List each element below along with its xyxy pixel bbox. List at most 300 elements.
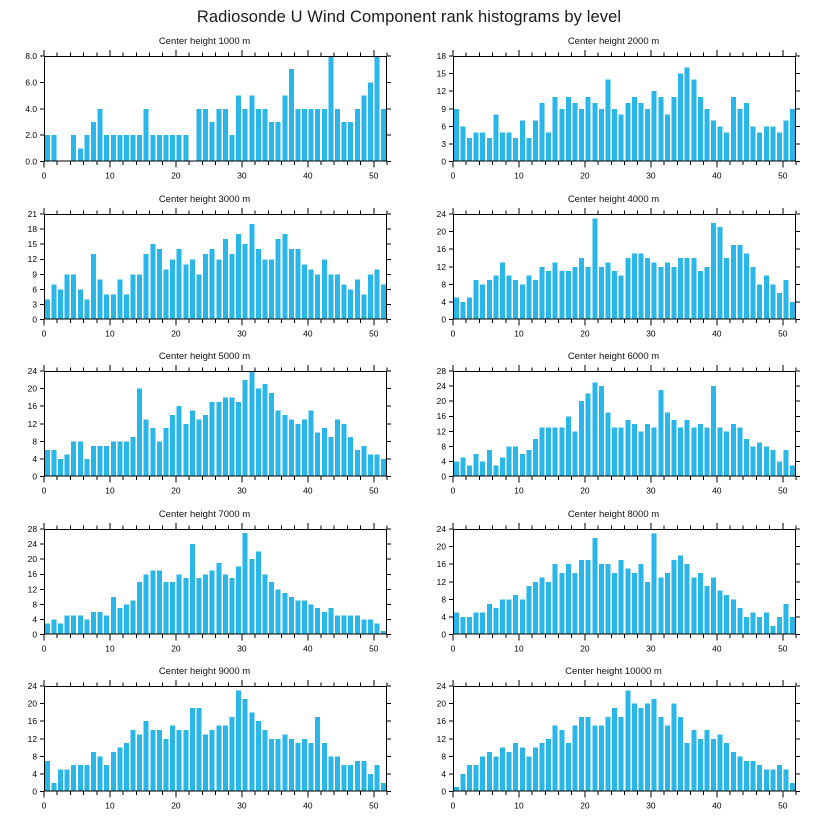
histogram-bar (309, 269, 314, 319)
histogram-bar (757, 132, 762, 161)
histogram-bar (144, 254, 149, 319)
x-tick-label: 10 (514, 170, 524, 181)
histogram-bar (164, 428, 169, 476)
histogram-bar (592, 382, 597, 476)
y-tick-label: 20 (27, 553, 38, 564)
histogram-bar (540, 428, 545, 477)
plot-area (0, 50, 409, 194)
histogram-bar (289, 597, 294, 635)
histogram-bar (71, 135, 76, 161)
histogram-bar (711, 222, 716, 319)
panel-title: Center height 10000 m (565, 666, 662, 678)
histogram-bar (361, 619, 366, 634)
x-tick-label: 10 (514, 800, 524, 811)
x-tick-label: 30 (646, 485, 656, 496)
histogram-bar (474, 454, 479, 477)
y-tick-label: 0 (32, 629, 38, 640)
histogram-bar (711, 121, 716, 162)
histogram-bar (638, 708, 643, 792)
plot-area (0, 365, 409, 509)
histogram-bar (500, 748, 505, 792)
histogram-bar (711, 577, 716, 634)
y-tick-label: 9 (441, 103, 446, 114)
histogram-bar (111, 597, 116, 635)
histogram-panel (409, 351, 818, 509)
histogram-bar (533, 748, 538, 792)
histogram-bar (586, 717, 591, 792)
histogram-bar (685, 68, 690, 162)
histogram-bar (45, 135, 50, 161)
histogram-bar (685, 420, 690, 477)
x-tick-label: 20 (580, 328, 590, 339)
histogram-bar (513, 595, 518, 635)
panel-title: Center height 9000 m (158, 666, 251, 678)
y-tick-label: 8 (32, 436, 38, 447)
histogram-panel (0, 194, 409, 352)
histogram-bar (381, 459, 386, 477)
histogram-bar (658, 717, 663, 792)
histogram-bar (203, 415, 208, 477)
histogram-bar (533, 582, 538, 635)
histogram-bar (223, 574, 228, 634)
histogram-bar (520, 454, 525, 477)
histogram-bar (480, 757, 485, 792)
histogram-bar (586, 560, 591, 635)
histogram-bar (210, 402, 215, 477)
x-tick-label: 10 (105, 170, 115, 181)
histogram-bar (606, 564, 611, 634)
y-tick-label: 15 (27, 238, 38, 249)
panel-title: Center height 6000 m (567, 351, 660, 363)
x-tick-label: 40 (712, 485, 722, 496)
histogram-bar (256, 389, 261, 477)
histogram-bar (526, 450, 531, 476)
histogram-bar (645, 258, 650, 320)
histogram-bar (533, 280, 538, 320)
histogram-bar (737, 109, 742, 162)
y-tick-label: 6 (32, 284, 38, 295)
y-tick-label: 16 (436, 558, 446, 569)
y-tick-label: 24 (436, 381, 446, 392)
histogram-bar (335, 757, 340, 792)
y-tick-label: 3 (32, 299, 38, 310)
histogram-panel (0, 351, 409, 509)
histogram-bar (190, 544, 195, 635)
histogram-bar (559, 730, 564, 792)
histogram-bar (150, 244, 155, 319)
histogram-bar (685, 258, 690, 320)
histogram-bar (91, 446, 96, 477)
histogram-bar (454, 462, 459, 477)
histogram-bar (658, 577, 663, 634)
histogram-bar (553, 726, 558, 792)
histogram-bar (243, 533, 248, 635)
histogram-bar (645, 424, 650, 477)
histogram-bar (315, 109, 320, 162)
y-tick-label: 0.0 (25, 156, 38, 167)
histogram-bar (751, 126, 756, 161)
histogram-bar (65, 274, 70, 319)
histogram-bar (691, 428, 696, 477)
histogram-bar (210, 730, 215, 792)
histogram-bar (84, 135, 89, 161)
histogram-bar (665, 262, 670, 319)
histogram-bar (295, 424, 300, 477)
histogram-bar (790, 783, 795, 792)
histogram-bar (368, 274, 373, 319)
histogram-bar (282, 593, 287, 634)
x-tick-label: 50 (369, 800, 379, 811)
histogram-bar (223, 239, 228, 319)
histogram-bar (619, 717, 624, 792)
histogram-bar (111, 442, 116, 477)
plot-area (0, 208, 409, 352)
histogram-bar (678, 428, 683, 477)
histogram-bar (658, 97, 663, 162)
histogram-bar (262, 730, 267, 792)
histogram-bar (632, 424, 637, 477)
histogram-bar (144, 420, 149, 477)
histogram-bar (249, 559, 254, 634)
histogram-bar (65, 616, 70, 635)
histogram-bar (652, 700, 657, 792)
histogram-bar (137, 135, 142, 161)
histogram-bar (520, 121, 525, 162)
histogram-bar (157, 249, 162, 319)
histogram-bar (71, 616, 76, 635)
histogram-bar (355, 450, 360, 476)
y-tick-label: 6 (441, 121, 446, 132)
histogram-bar (658, 390, 663, 477)
histogram-bar (236, 402, 241, 477)
histogram-bar (249, 96, 254, 162)
histogram-bar (144, 722, 149, 792)
histogram-bar (131, 437, 136, 477)
histogram-bar (645, 582, 650, 635)
y-tick-label: 21 (27, 208, 38, 219)
y-tick-label: 12 (27, 584, 38, 595)
histogram-bar (546, 132, 551, 161)
y-tick-label: 9 (32, 268, 38, 279)
histogram-bar (665, 573, 670, 635)
x-tick-label: 20 (580, 485, 590, 496)
histogram-bar (177, 406, 182, 476)
histogram-bar (111, 135, 116, 161)
histogram-bar (784, 604, 789, 635)
y-tick-label: 18 (436, 50, 446, 61)
histogram-bar (507, 447, 512, 477)
histogram-bar (375, 56, 380, 162)
histogram-bar (177, 135, 182, 161)
histogram-bar (652, 91, 657, 161)
histogram-bar (183, 424, 188, 477)
histogram-bar (322, 612, 327, 635)
histogram-bar (157, 135, 162, 161)
histogram-bar (203, 574, 208, 634)
histogram-bar (216, 259, 221, 319)
histogram-bar (731, 752, 736, 792)
histogram-bar (51, 450, 56, 476)
histogram-bar (295, 249, 300, 319)
histogram-bar (579, 717, 584, 792)
histogram-bar (328, 437, 333, 477)
histogram-bar (474, 280, 479, 320)
histogram-bar (276, 411, 281, 477)
histogram-bar (487, 280, 492, 320)
y-tick-label: 8 (32, 751, 38, 762)
histogram-bar (289, 249, 294, 319)
histogram-bar (731, 599, 736, 634)
x-tick-label: 10 (514, 643, 524, 654)
panel-title: Center height 8000 m (567, 508, 660, 520)
x-tick-label: 50 (778, 485, 788, 496)
histogram-bar (335, 274, 340, 319)
histogram-panel (409, 194, 818, 352)
histogram-bar (718, 428, 723, 477)
histogram-bar (256, 551, 261, 634)
histogram-bar (724, 432, 729, 477)
histogram-bar (98, 612, 103, 635)
histogram-bar (164, 739, 169, 792)
x-tick-label: 20 (171, 170, 181, 181)
histogram-bar (236, 234, 241, 319)
histogram-bar (243, 380, 248, 477)
x-tick-label: 0 (41, 170, 47, 181)
histogram-bar (78, 616, 83, 635)
histogram-bar (533, 439, 538, 477)
histogram-bar (289, 420, 294, 477)
histogram-bar (599, 726, 604, 792)
histogram-bar (361, 96, 366, 162)
histogram-panel (409, 509, 818, 667)
x-tick-label: 0 (41, 485, 47, 496)
histogram-bar (203, 109, 208, 162)
histogram-bar (460, 126, 465, 161)
histogram-bar (84, 299, 89, 319)
histogram-bar (493, 608, 498, 634)
histogram-bar (751, 266, 756, 319)
x-tick-label: 30 (646, 800, 656, 811)
y-tick-label: 12 (436, 576, 446, 587)
histogram-bar (579, 560, 584, 635)
histogram-bar (480, 462, 485, 477)
histogram-bar (671, 560, 676, 635)
histogram-bar (526, 275, 531, 319)
histogram-bar (790, 109, 795, 162)
histogram-bar (289, 739, 294, 792)
histogram-bar (45, 761, 50, 792)
histogram-bar (177, 249, 182, 319)
histogram-bar (309, 744, 314, 792)
histogram-bar (335, 616, 340, 635)
histogram-bar (124, 744, 129, 792)
histogram-bar (276, 589, 281, 634)
histogram-bar (216, 402, 221, 477)
histogram-bar (652, 533, 657, 634)
histogram-bar (467, 617, 472, 635)
histogram-bar (566, 744, 571, 792)
histogram-bar (197, 708, 202, 792)
histogram-bar (691, 730, 696, 792)
plot-area (409, 50, 818, 194)
histogram-bar (150, 135, 155, 161)
histogram-bar (540, 744, 545, 792)
histogram-bar (790, 302, 795, 320)
histogram-bar (335, 109, 340, 162)
histogram-bar (203, 735, 208, 792)
histogram-bar (526, 138, 531, 161)
histogram-bar (342, 424, 347, 477)
histogram-bar (599, 109, 604, 162)
histogram-bar (302, 420, 307, 477)
histogram-bar (460, 302, 465, 320)
histogram-bar (282, 234, 287, 319)
histogram-bar (210, 570, 215, 634)
histogram-bar (757, 284, 762, 319)
histogram-bar (262, 384, 267, 476)
histogram-bar (262, 574, 267, 634)
histogram-bar (652, 262, 657, 319)
histogram-bar (190, 708, 195, 792)
histogram-bar (553, 97, 558, 162)
y-tick-label: 8 (441, 278, 446, 289)
histogram-bar (269, 393, 274, 477)
histogram-bar (770, 284, 775, 319)
histogram-bar (645, 704, 650, 792)
histogram-bar (612, 573, 617, 635)
histogram-bar (355, 761, 360, 792)
histogram-bar (625, 691, 630, 792)
histogram-bar (104, 135, 109, 161)
histogram-bar (170, 135, 175, 161)
x-tick-label: 50 (369, 485, 379, 496)
histogram-bar (467, 465, 472, 476)
histogram-bar (599, 564, 604, 634)
histogram-bar (197, 420, 202, 477)
histogram-bar (348, 616, 353, 635)
histogram-bar (342, 766, 347, 792)
histogram-bar (731, 244, 736, 319)
histogram-bar (381, 109, 386, 162)
histogram-bar (757, 766, 762, 792)
histogram-bar (131, 730, 136, 792)
histogram-bar (645, 109, 650, 162)
histogram-bar (744, 439, 749, 477)
histogram-bar (493, 465, 498, 476)
y-tick-label: 16 (27, 716, 38, 727)
histogram-bar (71, 442, 76, 477)
histogram-bar (744, 253, 749, 319)
x-tick-label: 20 (171, 643, 181, 654)
x-tick-label: 30 (646, 328, 656, 339)
y-tick-label: 16 (436, 716, 446, 727)
histogram-bar (328, 274, 333, 319)
y-tick-label: 4.0 (25, 103, 38, 114)
histogram-bar (632, 573, 637, 635)
y-tick-label: 24 (27, 366, 38, 377)
histogram-panel (409, 36, 818, 194)
histogram-bar (322, 428, 327, 476)
histogram-bar (302, 264, 307, 319)
histogram-bar (638, 103, 643, 162)
y-tick-label: 24 (27, 681, 38, 692)
histogram-bar (45, 450, 50, 476)
histogram-bar (671, 266, 676, 319)
histogram-bar (124, 442, 129, 477)
histogram-bar (526, 586, 531, 634)
histogram-bar (480, 284, 485, 319)
histogram-bar (592, 218, 597, 319)
histogram-bar (104, 446, 109, 477)
histogram-bar (487, 604, 492, 635)
histogram-bar (51, 783, 56, 792)
histogram-bar (177, 730, 182, 792)
histogram-bar (117, 748, 122, 792)
histogram-bar (460, 774, 465, 792)
histogram-bar (315, 717, 320, 792)
y-tick-label: 12 (436, 261, 446, 272)
histogram-bar (117, 608, 122, 634)
histogram-bar (348, 289, 353, 319)
x-tick-label: 10 (105, 328, 115, 339)
histogram-bar (770, 126, 775, 161)
y-tick-label: 8 (32, 599, 38, 610)
x-tick-label: 20 (580, 643, 590, 654)
x-tick-label: 30 (237, 800, 247, 811)
histogram-bar (177, 574, 182, 634)
histogram-bar (117, 135, 122, 161)
x-tick-label: 20 (580, 170, 590, 181)
histogram-bar (592, 726, 597, 792)
histogram-bar (731, 97, 736, 162)
histogram-bar (691, 79, 696, 161)
x-tick-label: 40 (712, 328, 722, 339)
plot-area (0, 523, 409, 667)
plot-area (409, 523, 818, 667)
histogram-bar (216, 726, 221, 792)
x-tick-label: 20 (171, 328, 181, 339)
panel-title: Center height 4000 m (567, 193, 660, 205)
histogram-bar (229, 135, 234, 161)
x-tick-label: 0 (41, 328, 47, 339)
histogram-bar (493, 115, 498, 162)
x-tick-label: 20 (580, 800, 590, 811)
y-tick-label: 8.0 (25, 50, 38, 61)
histogram-bar (302, 109, 307, 162)
histogram-bar (691, 577, 696, 634)
histogram-bar (711, 739, 716, 792)
histogram-bar (784, 280, 789, 320)
histogram-bar (111, 294, 116, 319)
histogram-bar (784, 770, 789, 792)
histogram-bar (474, 766, 479, 792)
histogram-bar (315, 608, 320, 634)
histogram-bar (698, 573, 703, 635)
histogram-bar (256, 109, 261, 162)
histogram-bar (243, 244, 248, 319)
histogram-bar (784, 121, 789, 162)
histogram-bar (777, 462, 782, 477)
histogram-bar (592, 538, 597, 635)
histogram-bar (625, 103, 630, 162)
x-tick-label: 30 (646, 170, 656, 181)
histogram-bar (51, 135, 56, 161)
histogram-bar (84, 619, 89, 634)
histogram-bar (606, 262, 611, 319)
histogram-panel (409, 666, 818, 824)
y-tick-label: 8 (441, 594, 446, 605)
histogram-bar (790, 617, 795, 635)
